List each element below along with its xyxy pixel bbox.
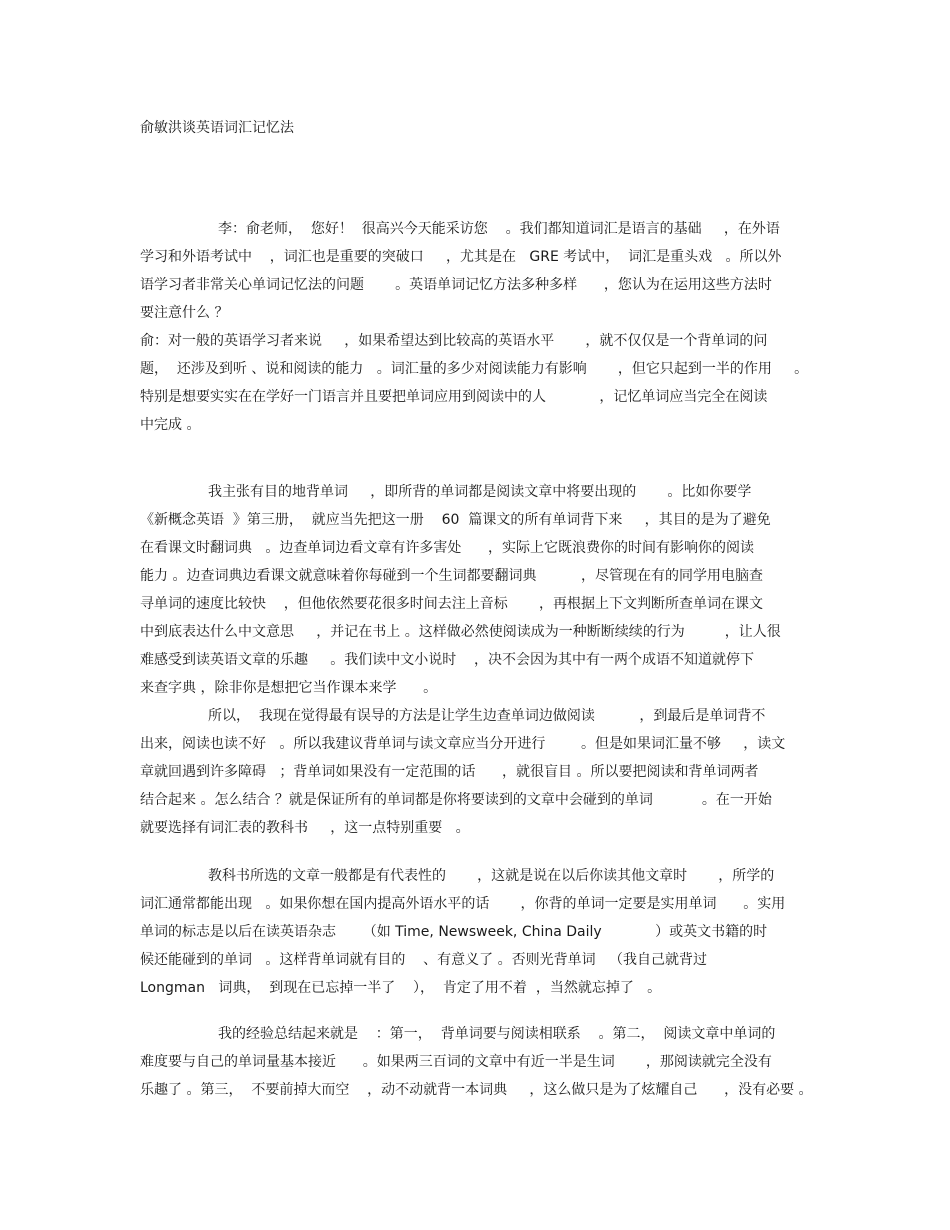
text-line: 能力 。边查词典边看课文就意味着你每碰到一个生词都要翻词典 ，尽管现在有的同学用电脑查 [140,568,763,584]
text-line: 就要选择有词汇表的教科书 ，这一点特别重要 。 [140,820,470,836]
text-line: 乐趣了 。第三， 不要前掉大而空 ，动不动就背一本词典 ，这么做只是为了炫耀自己 ，没有必要 。 [140,1082,813,1098]
text-line: 我的经验总结起来就是 ：第一， 背单词要与阅读相联系 。第二， 阅读文章中单词的 [218,1026,776,1042]
text-line: 学习和外语考试中 ，词汇也是重要的突破口 ，尤其是在 GRE 考试中， 词汇是重头戏 。所以外 [140,249,782,265]
text-line: 要注意什么 ？ [140,305,229,321]
text-line: 候还能碰到的单词 。这样背单词就有目的 、有意义了 。否则光背单词 （我自己就背过 [140,952,707,968]
text-line: 题， 还涉及到听 、说和阅读的能力 。词汇量的多少对阅读能力有影响 ，但它只起到一半的作用 。 [140,361,809,377]
text-line: 章就回遇到许多障碍 ；背单词如果没有一定范围的话 ，就很盲目 。所以要把阅读和背单词两者 [140,764,759,780]
text-line: 在看课文时翻词典 。边查单词边看文章有许多害处 ，实际上它既浪费你的时间有影响你的阅读 [140,540,755,556]
text-line: 结合起来 。怎么结合 ？就是保证所有的单词都是你将要读到的文章中会碰到的单词 。在一开始 [140,792,772,808]
text-line: 我主张有目的地背单词 ，即所背的单词都是阅读文章中将要出现的 。比如你要学 [208,484,752,500]
text-line: 所以， 我现在觉得最有误导的方法是让学生边查单词边做阅读 ，到最后是单词背不 [208,708,766,724]
text-line: 中到底表达什么中文意思 ，并记在书上 。这样做必然使阅读成为一种断断续续的行为 ，让人很 [140,624,781,640]
text-line: 李：俞老师， 您好！ 很高兴今天能采访您 。我们都知道词汇是语言的基础 ，在外语 [218,221,780,237]
text-line: 出来，阅读也读不好 。所以我建议背单词与读文章应当分开进行 。但是如果词汇量不够 ，读文 [140,736,786,752]
text-line: 词汇通常都能出现 。如果你想在国内提高外语水平的话 ，你背的单词一定要是实用单词 。实用 [140,896,786,912]
text-line: 来查字典 ，除非你是想把它当作课本来学 。 [140,680,438,696]
text-line: 俞：对一般的英语学习者来说 ，如果希望达到比较高的英语水平 ，就不仅仅是一个背单词的问 [140,333,768,349]
text-line: Longman 词典， 到现在已忘掉一半了 ）， 肯定了用不着 ，当然就忘掉了 。 [140,980,662,996]
text-line: 中完成 。 [140,417,201,433]
text-line: 难度要与自己的单词量基本接近 。如果两三百词的文章中有近一半是生词 ，那阅读就完全没有 [140,1054,772,1070]
text-line: 教科书所选的文章一般都是有代表性的 ，这就是说在以后你读其他文章时 ，所学的 [208,868,775,884]
text-line: 单词的标志是以后在读英语杂志 （如 Time, Newsweek, China Daily ）或英文书籍的时 [140,924,768,940]
text-line: 特别是想要实实在在学好一门语言并且要把单词应用到阅读中的人 ，记忆单词应当完全在阅读 [140,389,768,405]
text-line: 难感受到读英语文章的乐趣 。我们读中文小说时 ，决不会因为其中有一两个成语不知道就停下 [140,652,755,668]
text-line: 《新概念英语 》第三册， 就应当先把这一册 60 篇课文的所有单词背下来 ，其目的是为了避免 [140,512,771,528]
text-line: 语学习者非常关心单词记忆法的问题 。英语单词记忆方法多种多样 ，您认为在运用这些方法时 [140,277,772,293]
text-line: 寻单词的速度比较快 ，但他依然要花很多时间去注上音标 ，再根据上下文判断所查单词在课文 [140,596,763,612]
document-title: 俞敏洪谈英语词汇记忆法 [140,120,294,136]
